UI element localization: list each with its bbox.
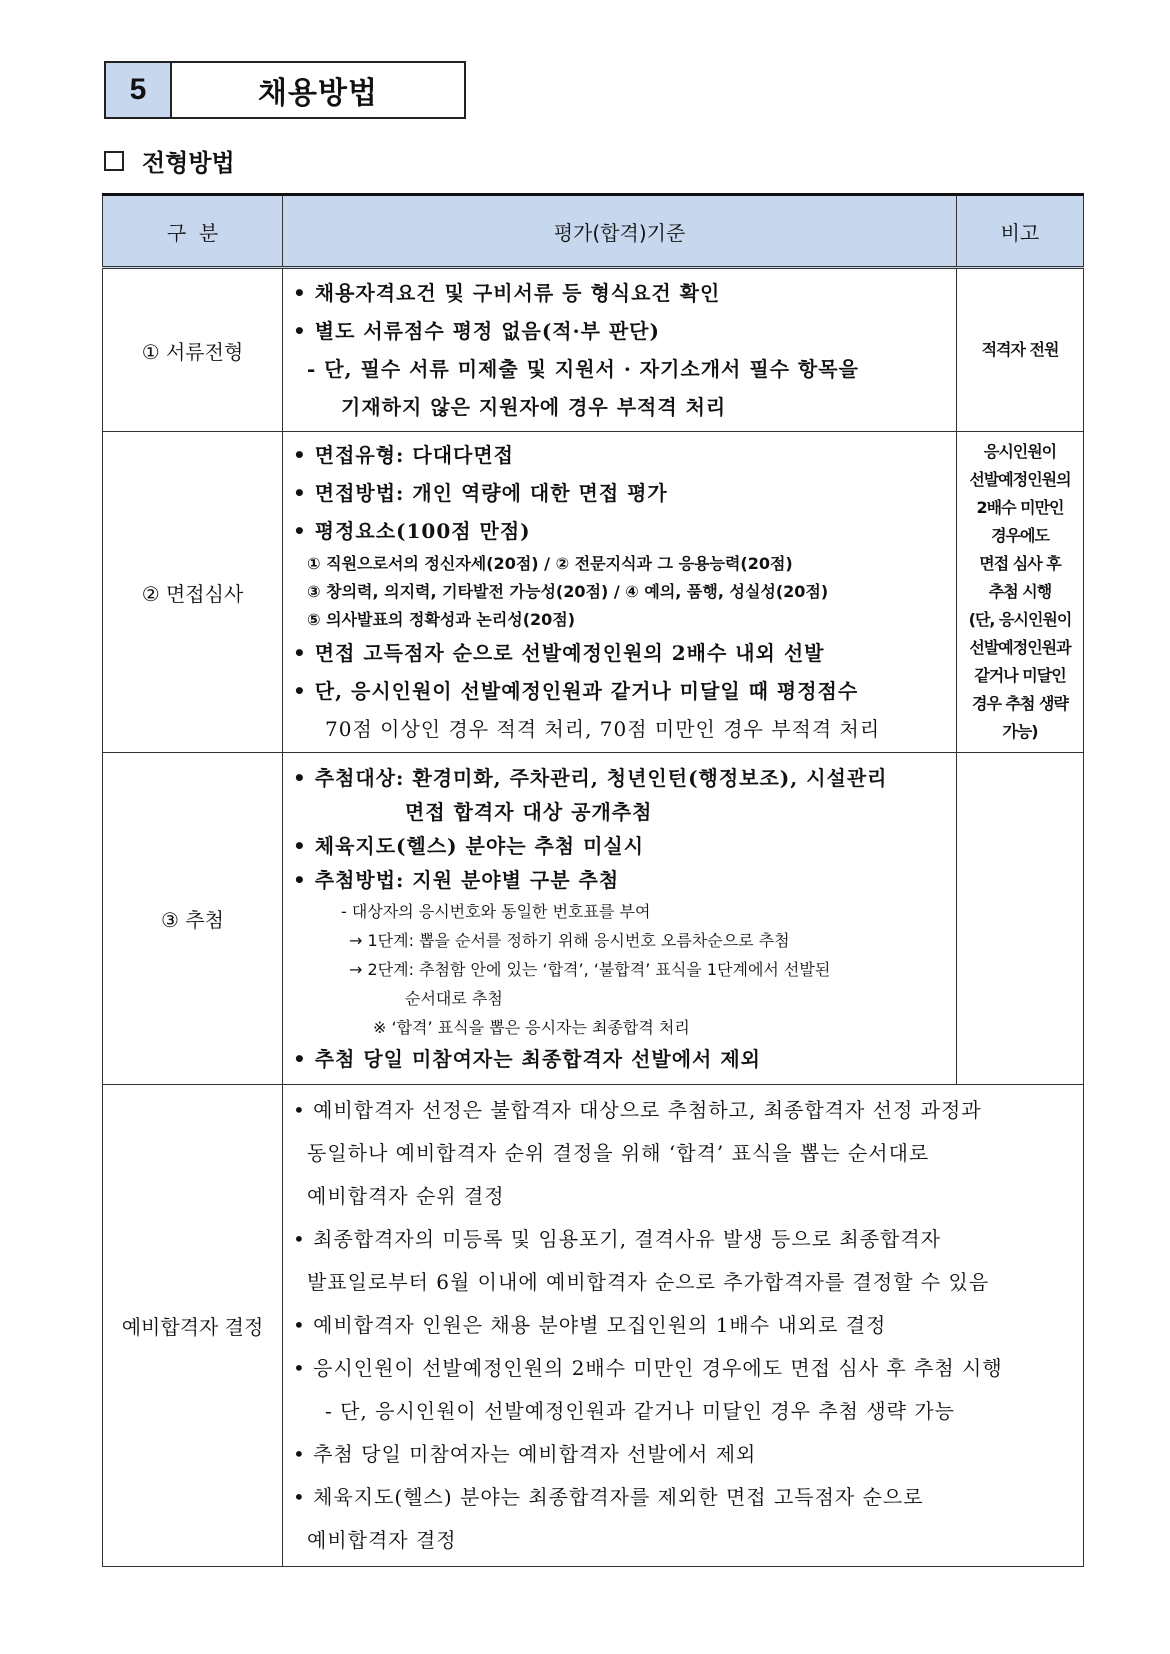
criteria-line: • 체육지도(헬스) 분야는 최종합격자를 제외한 면접 고득점자 순으로 [293,1476,1075,1519]
note-line: 선발예정인원의 [969,470,1071,489]
criteria-line: • 면접 고득점자 순으로 선발예정인원의 2배수 내외 선발 [293,634,948,672]
table-row-document-screening [103,268,1084,432]
criteria-line: 예비합격자 순위 결정 [307,1184,505,1208]
row-category: ③ 추첨 [103,753,283,1085]
note-line: 면접 심사 후 [979,554,1061,573]
criteria-line: • 추첨 당일 미참여자는 최종합격자 선발에서 제외 [293,1042,948,1076]
square-bullet-icon [104,151,124,171]
criteria-line: • 면접방법: 개인 역량에 대한 면접 평가 [293,474,948,512]
criteria-line: • 별도 서류점수 평정 없음(적·부 판단) [293,312,948,350]
criteria-line: → 2단계: 추첨함 안에 있는 ‘합격’, ‘불합격’ 표식을 1단계에서 선발된 [349,960,831,979]
note-line: 가능) [1002,722,1038,741]
criteria-line: ※ ‘합격’ 표식을 뽑은 응시자는 최종합격 처리 [373,1018,690,1037]
row-category: ② 면접심사 [103,432,283,753]
section-header [104,61,466,119]
criteria-line: 순서대로 추첨 [405,989,503,1008]
criteria-line: • 추첨대상: 환경미화, 주차관리, 청년인턴(행정보조), 시설관리 [293,761,948,795]
criteria-line: • 추첨 당일 미참여자는 예비합격자 선발에서 제외 [293,1433,1075,1476]
criteria-line: • 평정요소(100점 만점) [293,512,948,550]
row-criteria [283,753,957,1085]
criteria-line: - 단, 필수 서류 미제출 및 지원서 · 자기소개서 필수 항목을 [307,357,859,381]
criteria-line: • 최종합격자의 미등록 및 임용포기, 결격사유 발생 등으로 최종합격자 [293,1218,1075,1261]
criteria-line: 기재하지 않은 지원자에 경우 부적격 처리 [341,395,727,419]
criteria-line: • 예비합격자 선정은 불합격자 대상으로 추첨하고, 최종합격자 선정 과정과 [293,1089,1075,1132]
note-line: 추첨 시행 [988,582,1052,601]
header-criteria: 평가(합격)기준 [283,195,957,268]
row-category: 예비합격자 결정 [103,1085,283,1567]
criteria-line: ① 직원으로서의 정신자세(20점) / ② 전문지식과 그 응용능력(20점) [307,554,793,573]
criteria-line: ③ 창의력, 의지력, 기타발전 가능성(20점) / ④ 예의, 품행, 성실성(20점) [307,582,829,601]
row-note: 적격자 전원 [957,268,1084,432]
note-line: 2배수 미만인 [976,498,1064,517]
row-criteria [283,1085,1084,1567]
note-line: 경우 추첨 생략 [972,694,1068,713]
criteria-line: - 단, 응시인원이 선발예정인원과 같거나 미달인 경우 추첨 생략 가능 [325,1399,955,1423]
table-row-lottery [103,753,1084,1085]
criteria-line: 70점 이상인 경우 적격 처리, 70점 미만인 경우 부적격 처리 [325,717,881,741]
note-line: 같거나 미달인 [974,666,1066,685]
criteria-line: → 1단계: 뽑을 순서를 정하기 위해 응시번호 오름차순으로 추첨 [349,931,790,950]
table-row-reserve [103,1085,1084,1567]
note-line: 응시인원이 [983,442,1057,461]
table-row-interview [103,432,1084,753]
row-criteria [283,268,957,432]
criteria-line: • 단, 응시인원이 선발예정인원과 같거나 미달일 때 평정점수 [293,672,948,710]
criteria-line: • 예비합격자 인원은 채용 분야별 모집인원의 1배수 내외로 결정 [293,1304,1075,1347]
criteria-line: • 응시인원이 선발예정인원의 2배수 미만인 경우에도 면접 심사 후 추첨 시행 [293,1347,1075,1390]
section-title: 채용방법 [258,76,378,111]
header-category: 구 분 [103,195,283,268]
criteria-line: • 채용자격요건 및 구비서류 등 형식요건 확인 [293,274,948,312]
criteria-line: • 면접유형: 다대다면접 [293,436,948,474]
criteria-line: ⑤ 의사발표의 정확성과 논리성(20점) [307,610,576,629]
header-note: 비고 [957,195,1084,268]
selection-method-table [102,193,1084,1567]
criteria-line: 면접 합격자 대상 공개추첨 [405,800,653,824]
table-header-row [103,195,1084,268]
row-category: ① 서류전형 [103,268,283,432]
row-criteria [283,432,957,753]
note-line: 선발예정인원과 [969,638,1071,657]
criteria-line: • 추첨방법: 지원 분야별 구분 추첨 [293,863,948,897]
row-note [957,753,1084,1085]
note-line: (단, 응시인원이 [968,610,1072,629]
criteria-line: 예비합격자 결정 [307,1528,457,1552]
section-number: 5 [106,63,172,117]
subheading [104,143,235,178]
criteria-line: - 대상자의 응시번호와 동일한 번호표를 부여 [341,902,651,921]
subheading-label: 전형방법 [142,148,235,177]
note-line: 경우에도 [991,526,1049,545]
criteria-line: • 체육지도(헬스) 분야는 추첨 미실시 [293,829,948,863]
criteria-line: 동일하나 예비합격자 순위 결정을 위해 ‘합격’ 표식을 뽑는 순서대로 [307,1141,930,1165]
row-note [957,432,1084,753]
criteria-line: 발표일로부터 6월 이내에 예비합격자 순으로 추가합격자를 결정할 수 있음 [307,1270,990,1294]
